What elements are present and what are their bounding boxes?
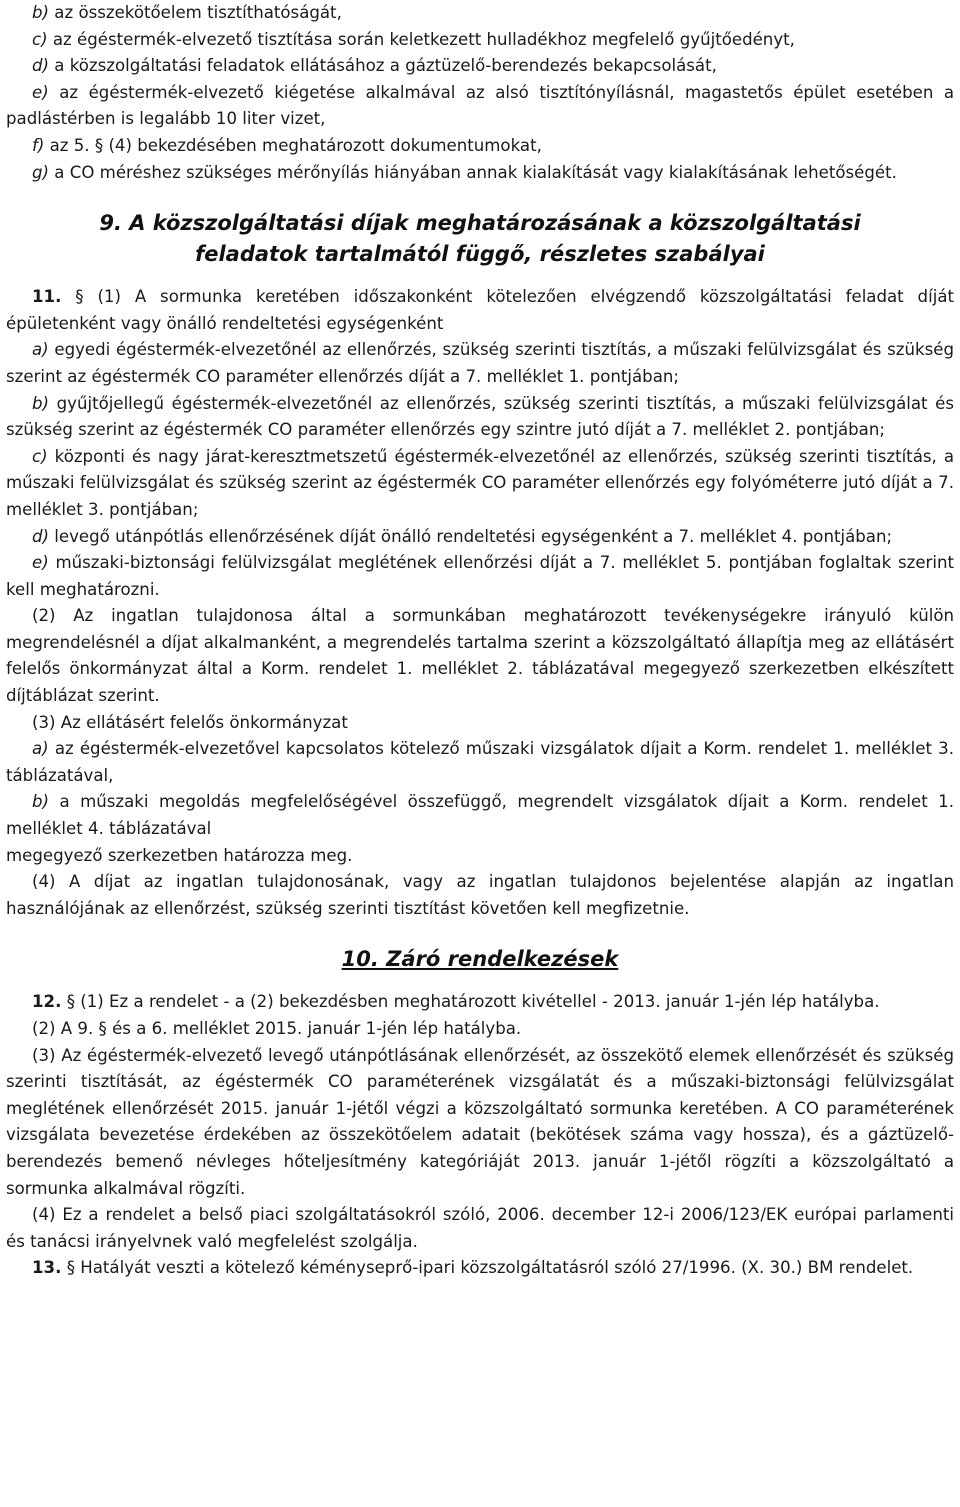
list-item-b: b) az összekötőelem tisztíthatóságát,	[32, 3, 342, 22]
section-10-title: 10. Záró rendelkezések	[341, 947, 619, 972]
section-12-paragraph-3: (3) Az égéstermék-elvezető levegő utánpótlásának ellenőrzését, az összekötő elemek ellenőrzését és szükség szerinti tisztítását, az égéstermék CO paraméterének vizsgálatát és a műszaki-biztonsági felülvizsgálat meglétének ellenőrzését 2015. január 1-jétől végzi a közszolgáltató sormunka keretében. A CO paraméterének vizsgálata bevezetése érdekében az összekötőelem adatait (bekötések száma vagy hossza), és a gáztüzelő-berendezés bemenő névleges hőteljesítmény kategóriáját 2013. január 1-jétől rögzíti a közszolgáltató a sormunka alkalmával rögzíti.	[6, 1045, 954, 1198]
section-9-title: 9. A közszolgáltatási díjak meghatározásának a közszolgáltatási feladatok tartalmától függő, részletes szabályai	[99, 211, 861, 267]
list-item-e: e) az égéstermék-elvezető kiégetése alkalmával az alsó tisztítónyílásnál, magastetős épület esetében a padlástérben is legalább 10 liter vizet,	[6, 82, 955, 129]
section-12-paragraph-1: 12. § (1) Ez a rendelet - a (2) bekezdésben meghatározott kivétellel - 2013. január 1-jén lép hatályba.	[32, 992, 880, 1012]
section-12-paragraph-4: (4) Ez a rendelet a belső piaci szolgáltatásokról szóló, 2006. december 12-i 2006/123/EK európai parlamenti és tanácsi irányelvnek való megfelelést szolgálja.	[6, 1205, 954, 1251]
section-11-paragraph-3-item-a: a) az égéstermék-elvezetővel kapcsolatos kötelező műszaki vizsgálatok díjait a Korm. rendelet 1. melléklet 3. táblázatával,	[6, 739, 954, 785]
section-11-paragraph-4: (4) A díjat az ingatlan tulajdonosának, vagy az ingatlan tulajdonos bejelentése alapján az ingatlan használójának az ellenőrzést, szükség szerinti tisztítást követően kell megfizetnie.	[6, 872, 954, 918]
list-item-f: f) az 5. § (4) bekezdésében meghatározott dokumentumokat,	[32, 135, 542, 155]
list-item-c: c) az égéstermék-elvezető tisztítása során keletkezett hulladékhoz megfelelő gyűjtőedényt,	[32, 29, 795, 49]
section-11-item-c: c) központi és nagy járat-keresztmetszetű égéstermék-elvezetőnél az ellenőrzés, szükség szerinti tisztítás, a műszaki felülvizsgálat és szükség szerint az égéstermék CO paraméter ellenőrzés egy folyóméterre jutó díját a 7. melléklet 3. pontjában;	[6, 446, 954, 519]
section-13-paragraph: 13. § Hatályát veszti a kötelező kéményseprő-ipari közszolgáltatásról szóló 27/1996. (X. 30.) BM rendelet.	[32, 1258, 914, 1278]
section-11-paragraph-2: (2) Az ingatlan tulajdonosa által a sormunkában meghatározott tevékenységekre irányuló külön megrendelésnél a díjat alkalmanként, a megrendelés tartalma szerint a közszolgáltató állapítja meg az ellátásért felelős önkormányzat által a Korm. rendelet 1. melléklet 2. táblázatával megegyező szerkezetben elkészített díjtáblázat szerint.	[6, 606, 954, 706]
section-12-paragraph-2: (2) A 9. § és a 6. melléklet 2015. január 1-jén lép hatályba.	[32, 1019, 522, 1038]
section-11-item-e: e) műszaki-biztonsági felülvizsgálat meglétének ellenőrzési díját a 7. melléklet 5. pontjában foglaltak szerint kell meghatározni.	[6, 553, 954, 599]
section-11-paragraph-3-end: megegyező szerkezetben határozza meg.	[6, 845, 353, 865]
list-item-d: d) a közszolgáltatási feladatok ellátásához a gáztüzelő-berendezés bekapcsolását,	[32, 56, 717, 76]
section-11-paragraph-3-item-b: b) a műszaki megoldás megfelelőségével összefüggő, megrendelt vizsgálatok díjait a Korm. rendelet 1. melléklet 4. táblázatával	[6, 792, 954, 839]
section-11-item-b: b) gyűjtőjellegű égéstermék-elvezetőnél az ellenőrzés, szükség szerinti tisztítás, a műszaki felülvizsgálat és szükség szerint az égéstermék CO paraméter ellenőrzés egy szintre jutó díját a 7. melléklet 2. pontjában;	[6, 393, 954, 440]
section-11-paragraph-1: 11. § (1) A sormunka keretében időszakonként kötelezően elvégzendő közszolgáltatási feladat díját épületenként vagy önálló rendeltetési egységenként	[6, 287, 954, 333]
list-item-g: g) a CO méréshez szükséges mérőnyílás hiányában annak kialakítását vagy kialakításának lehetőségét.	[32, 162, 897, 182]
section-11-paragraph-3: (3) Az ellátásért felelős önkormányzat	[32, 712, 348, 732]
section-11-item-d: d) levegő utánpótlás ellenőrzésének díját önálló rendeltetési egységenként a 7. melléklet 4. pontjában;	[32, 526, 893, 546]
section-11-item-a: a) egyedi égéstermék-elvezetőnél az ellenőrzés, szükség szerinti tisztítás, a műszaki felülvizsgálat és szükség szerint az égéstermék CO paraméter ellenőrzés díját a 7. melléklet 1. pontjában;	[6, 340, 954, 386]
